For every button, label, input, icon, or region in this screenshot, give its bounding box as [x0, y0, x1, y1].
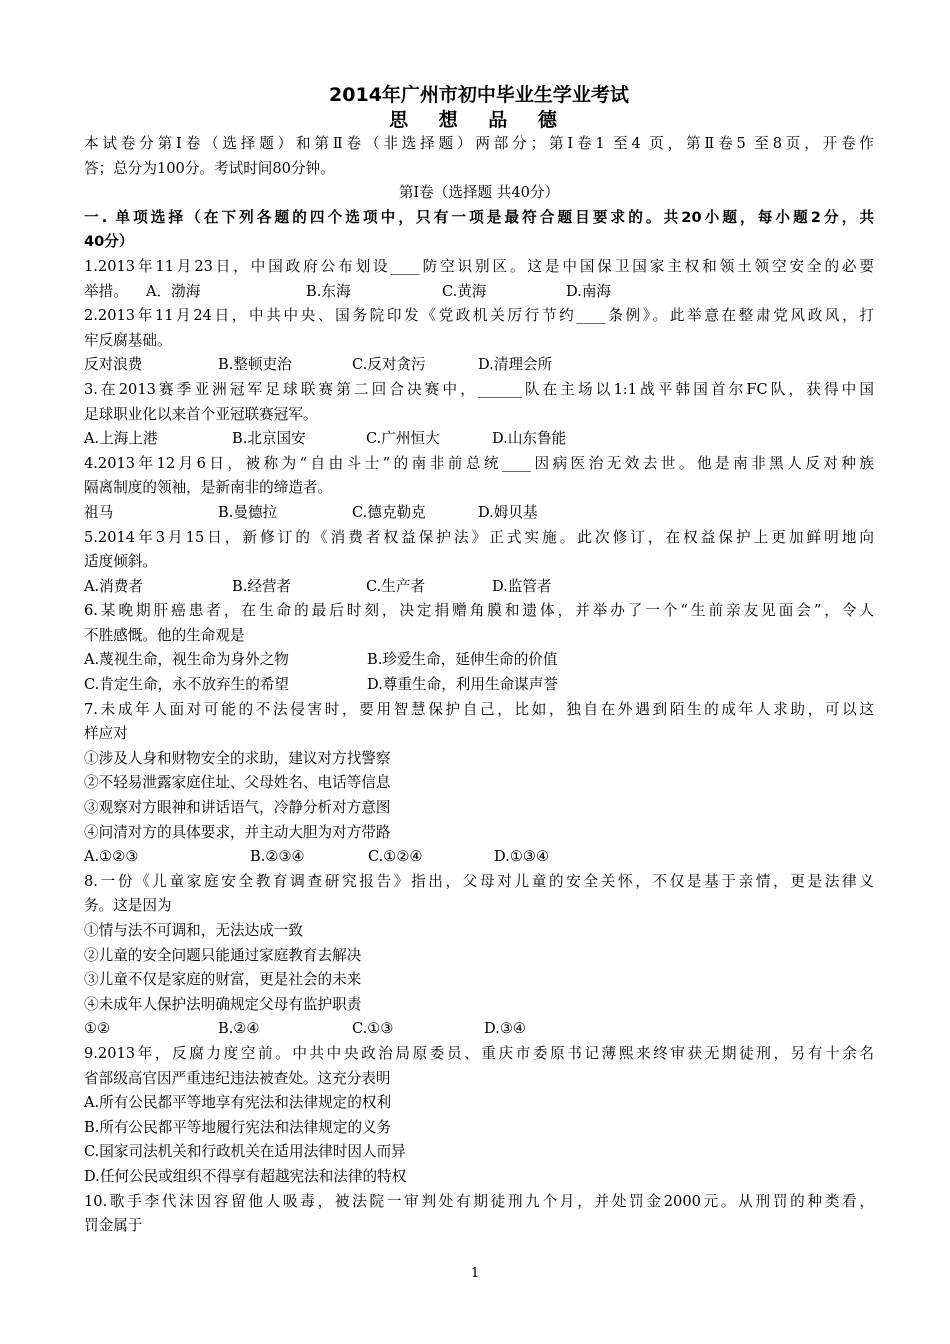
q7-option-d: D.①③④ [494, 848, 550, 866]
q5-option-d: D.监管者 [492, 577, 552, 595]
q1-stem: 1.2013年11月23日，中国政府公布划设____防空识别区。这是中国保卫国家主权和领土领空安全的必要 [84, 257, 874, 275]
q10-stem: 10.歌手李代沫因容留他人吸毒，被法院一审判处有期徒刑九个月，并处罚金2000元。从刑罚的种类看， [84, 1192, 874, 1210]
page-number: 1 [470, 1266, 480, 1281]
q8-option-c: C.①③ [352, 1020, 394, 1038]
q4-option-a: 祖马 [84, 503, 114, 521]
intro-line-2: 答；总分为100分。考试时间80分钟。 [84, 159, 335, 177]
q6-option-b: B.珍爱生命，延伸生命的价值 [367, 651, 558, 669]
q3-option-d: D.山东鲁能 [492, 430, 567, 448]
q4-stem-2: 隔离制度的领袖，是新南非的缔造者。 [84, 479, 333, 497]
q1-options [84, 280, 874, 305]
q5-option-a: A.消费者 [84, 577, 143, 595]
q5-stem-2: 适度倾斜。 [84, 553, 157, 571]
q6-stem-2: 不胜感慨。他的生命观是 [84, 626, 245, 644]
q6-options-row-1 [84, 648, 874, 673]
q5-stem: 5.2014年3月15日，新修订的《消费者权益保护法》正式实施。此次修订，在权益保护上更加鲜明地向 [84, 528, 874, 546]
q7-option-a: A.①②③ [84, 848, 139, 866]
q1-option-d: D.南海 [566, 282, 612, 300]
q1-option-c: C.黄海 [442, 282, 487, 300]
q8-option-a: ①② [84, 1020, 111, 1038]
q6-stem: 6.某晚期肝癌患者，在生命的最后时刻，决定捐赠角膜和遗体，并举办了一个“生前亲友见面会”，令人 [84, 602, 874, 620]
q3-options [84, 427, 874, 452]
q6-option-a: A.蔑视生命，视生命为身外之物 [84, 651, 289, 669]
q5-option-b: B.经营者 [232, 577, 292, 595]
q9-option-a: A.所有公民都平等地享有宪法和法律规定的权利 [84, 1094, 392, 1112]
q1-option-a: A．渤海 [146, 282, 201, 300]
q4-option-c: C.德克勒克 [352, 503, 426, 521]
q8-stem: 8.一份《儿童家庭安全教育调查研究报告》指出，父母对儿童的安全关怀，不仅是基于亲情，更是法律义 [84, 872, 874, 890]
q3-option-a: A.上海上港 [84, 430, 158, 448]
q4-option-d: D.姆贝基 [478, 503, 538, 521]
q2-option-a: 反对浪费 [84, 356, 143, 374]
q2-option-b: B.整顿吏治 [218, 356, 292, 374]
q7-statement-3: ③观察对方眼神和讲话语气，冷静分析对方意图 [84, 799, 391, 817]
q2-options [84, 353, 874, 378]
section-heading-2: 40分） [84, 233, 134, 251]
exam-title: 2014年广州市初中毕业生学业考试 [329, 84, 629, 106]
q5-options [84, 575, 874, 600]
q7-statement-2: ②不轻易泄露家庭住址、父母姓名、电话等信息 [84, 774, 391, 792]
q3-option-b: B.北京国安 [232, 430, 306, 448]
q2-stem-2: 牢反腐基础。 [84, 331, 172, 349]
q8-options [84, 1017, 874, 1042]
q7-stem: 7.未成年人面对可能的不法侵害时，要用智慧保护自己，比如，独自在外遇到陌生的成年人求助，可以这 [84, 700, 874, 718]
q8-stem-2: 务。这是因为 [84, 897, 172, 915]
q8-statement-3: ③儿童不仅是家庭的财富，更是社会的未来 [84, 971, 362, 989]
q6-options-row-2 [84, 673, 874, 698]
q7-option-b: B.②③④ [250, 848, 305, 866]
q3-stem-2: 足球职业化以来首个亚冠联赛冠军。 [84, 405, 318, 423]
q9-stem-2: 省部级高官因严重违纪违法被查处。这充分表明 [84, 1069, 391, 1087]
q3-stem: 3.在2013赛季亚洲冠军足球联赛第二回合决赛中，______队在主场以1:1战平韩国首尔FC队，获得中国 [84, 380, 874, 398]
q2-stem: 2.2013年11月24日，中共中央、国务院印发《党政机关厉行节约____条例》。此举意在整肃党风政风，打 [84, 307, 874, 325]
q9-stem: 9.2013年，反腐力度空前。中共中央政治局原委员、重庆市委原书记薄熙来终审获无期徒刑，另有十余名 [84, 1044, 874, 1062]
q8-option-d: D.③④ [484, 1020, 526, 1038]
q1-stem-end: 举措。 [84, 282, 128, 300]
q2-option-d: D.清理会所 [478, 356, 553, 374]
q9-option-d: D.任何公民或组织不得享有超越宪法和法律的特权 [84, 1167, 407, 1185]
q1-option-b: B.东海 [306, 282, 351, 300]
q7-option-c: C.①②④ [368, 848, 423, 866]
q5-option-c: C.生产者 [366, 577, 426, 595]
q8-statement-1: ①情与法不可调和，无法达成一致 [84, 922, 303, 939]
q8-statement-2: ②儿童的安全问题只能通过家庭教育去解决 [84, 946, 362, 964]
q7-statement-4: ④问清对方的具体要求，并主动大胆为对方带路 [84, 823, 391, 841]
q3-option-c: C.广州恒大 [366, 430, 440, 448]
q4-stem: 4.2013年12月6日，被称为“自由斗士”的南非前总统____因病医治无效去世。他是南非黑人反对种族 [84, 454, 874, 472]
q4-option-b: B.曼德拉 [218, 503, 278, 521]
q7-stem-2: 样应对 [84, 725, 128, 743]
q9-option-c: C.国家司法机关和行政机关在适用法律时因人而异 [84, 1143, 406, 1161]
q9-option-b: B.所有公民都平等地履行宪法和法律规定的义务 [84, 1118, 392, 1136]
section-heading-1: 一. 单项选择（在下列各题的四个选项中，只有一项是最符合题目要求的。共20小题，每小题2分，共 [84, 208, 874, 226]
q4-options [84, 501, 874, 526]
q8-statement-4: ④未成年人保护法明确规定父母有监护职责 [84, 995, 362, 1013]
q7-statement-1: ①涉及人身和财物安全的求助，建议对方找警察 [84, 749, 391, 767]
intro-line-1: 本试卷分第Ⅰ卷（选择题）和第Ⅱ卷（非选择题）两部分；第Ⅰ卷1 至4 页，第Ⅱ卷5 至8页，开卷作 [84, 135, 874, 152]
q6-option-c: C.肯定生命，永不放弃生的希望 [84, 676, 290, 694]
q6-option-d: D.尊重生命，利用生命谋声誉 [367, 676, 558, 694]
part1-heading: 第Ⅰ卷（选择题 共40分） [398, 184, 560, 202]
exam-page [84, 82, 874, 1239]
exam-subject: 思 想 品 德 [389, 109, 569, 131]
q10-stem-2: 罚金属于 [84, 1217, 143, 1235]
q7-options [84, 845, 874, 870]
q2-option-c: C.反对贪污 [352, 356, 426, 374]
q8-option-b: B.②④ [218, 1020, 260, 1038]
